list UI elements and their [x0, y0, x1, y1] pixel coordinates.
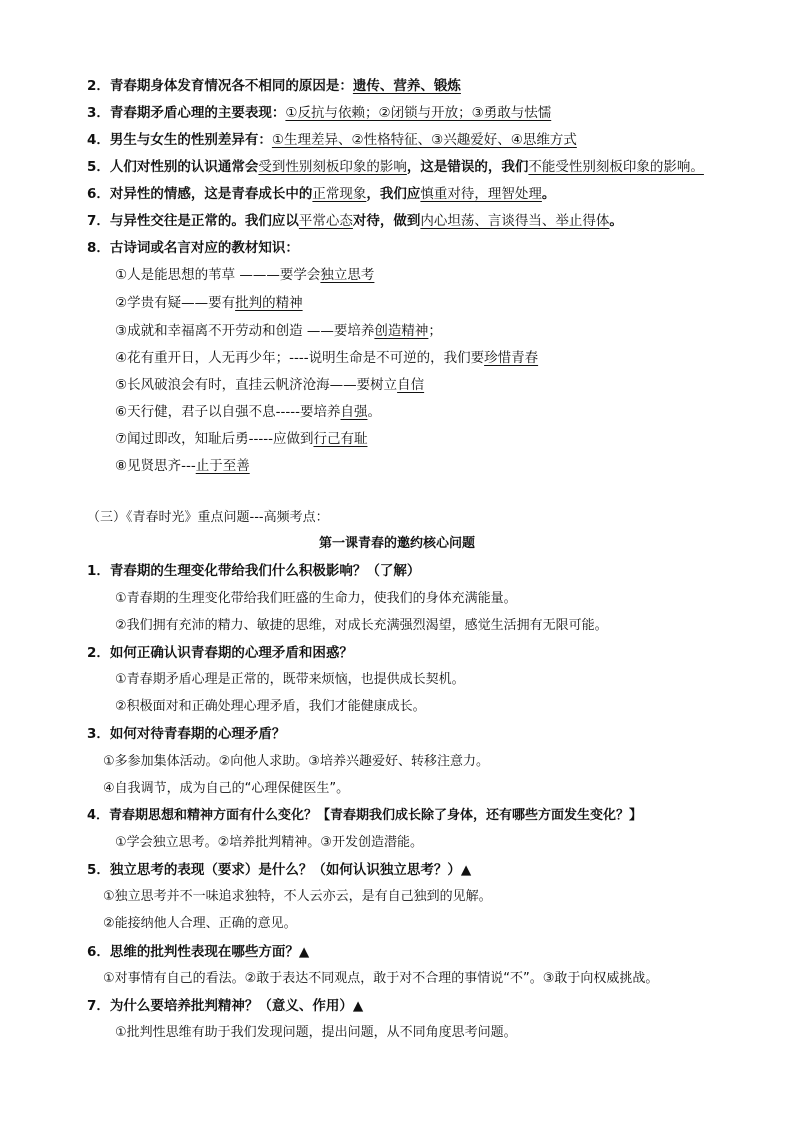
quote-8-text: ⑧见贤思齐---	[115, 458, 196, 474]
quote-8-answer: 止于至善	[195, 458, 250, 474]
question-4: 4．青春期思想和精神方面有什么变化？【青春期我们成长除了身体，还有哪些方面发生变化？】	[87, 808, 643, 823]
quote-6-end: 。	[367, 404, 381, 420]
item-5-answer-a: 受到性别刻板印象的影响	[258, 159, 407, 175]
item-4-text: 4．男生与女生的性别差异有：	[87, 132, 272, 148]
quote-7-text: ⑦闻过即改，知耻后勇-----应做到	[115, 431, 314, 447]
quote-8	[115, 456, 250, 476]
item-7-answer-a: 平常心态	[298, 213, 353, 229]
item-8-text: 8．古诗词或名言对应的教材知识：	[87, 240, 299, 256]
question-5: 5．独立思考的表现（要求）是什么？（如何认识独立思考？）▲	[87, 862, 472, 878]
quote-2	[115, 293, 303, 313]
item-3-text: 3．青春期矛盾心理的主要表现：	[87, 105, 286, 121]
item-8	[87, 238, 299, 258]
item-7-answer-b: 内心坦荡、言谈得当、举止得体	[420, 213, 610, 229]
answer-2-1: ①青春期矛盾心理是正常的，既带来烦恼，也提供成长契机。	[115, 672, 465, 687]
question-6: 6．思维的批判性表现在哪些方面？▲	[87, 944, 310, 960]
quote-3-answer: 创造精神	[374, 323, 429, 339]
answer-6-1: ①对事情有自己的看法。②敢于表达不同观点，敢于对不合理的事情说“不”。③敢于向权威挑战。	[103, 971, 659, 986]
question-3: 3．如何对待青春期的心理矛盾？	[87, 726, 286, 742]
item-5	[87, 157, 704, 177]
item-6-answer-a: 正常现象	[312, 186, 367, 202]
item-6-text-a: 6．对异性的情感，这是青春成长中的	[87, 186, 313, 202]
section3-heading: （三）《青春时光》重点问题---高频考点：	[87, 510, 329, 525]
answer-7-1: ①批判性思维有助于我们发现问题，提出问题，从不同角度思考问题。	[115, 1025, 517, 1040]
quote-1-answer: 独立思考	[320, 267, 375, 283]
item-5-text-a: 5．人们对性别的认识通常会	[87, 159, 259, 175]
answer-2-2: ②积极面对和正确处理心理矛盾，我们才能健康成长。	[115, 699, 426, 714]
item-2-text: 2．青春期身体发育情况各不相同的原因是：	[87, 78, 353, 94]
item-2	[87, 76, 461, 96]
quote-4-text: ④花有重开日，人无再少年；----说明生命是不可逆的，我们要	[115, 350, 485, 366]
quote-1-text: ①人是能思想的苇草 ———要学会	[115, 267, 321, 283]
quote-5	[115, 375, 424, 395]
quote-6	[115, 402, 381, 422]
quote-3-text: ③成就和幸福离不开劳动和创造 ——要培养	[115, 323, 375, 339]
quote-4-answer: 珍惜青春	[484, 350, 539, 366]
quote-7-answer: 行己有耻	[313, 431, 368, 447]
question-2: 2．如何正确认识青春期的心理矛盾和困惑？	[87, 645, 353, 661]
item-6-text-c: 。	[541, 186, 556, 202]
quote-3-end: ；	[428, 323, 442, 339]
quote-2-answer: 批判的精神	[235, 295, 303, 311]
item-4	[87, 130, 577, 150]
item-6-answer-b: 慎重对待，理智处理	[420, 186, 542, 202]
quote-5-text: ⑤长风破浪会有时，直挂云帆济沧海——要树立	[115, 377, 398, 393]
quote-4	[115, 348, 538, 368]
item-7-text-c: 。	[609, 213, 623, 229]
quote-2-text: ②学贵有疑——要有	[115, 295, 236, 311]
item-3	[87, 103, 551, 123]
item-7	[87, 211, 623, 231]
item-4-answer: ①生理差异、②性格特征、③兴趣爱好、④思维方式	[271, 132, 577, 148]
item-6-text-b: ，我们应	[366, 186, 421, 202]
quote-1	[115, 265, 374, 285]
item-6	[87, 184, 555, 204]
item-7-text-b: 对待，做到	[352, 213, 421, 229]
quote-6-text: ⑥天行健，君子以自强不息-----要培养	[115, 404, 341, 420]
quote-5-answer: 自信	[397, 377, 425, 393]
answer-1-2: ②我们拥有充沛的精力、敏捷的思维，对成长充满强烈渴望，感觉生活拥有无限可能。	[115, 618, 608, 633]
quote-6-answer: 自强	[340, 404, 368, 420]
item-5-text-b: ，这是错误的，我们	[406, 159, 529, 175]
answer-3-2: ④自我调节，成为自己的“心理保健医生”。	[103, 781, 350, 796]
item-5-answer-b: 不能受性别刻板印象的影响。	[528, 159, 704, 175]
answer-3-1: ①多参加集体活动。②向他人求助。③培养兴趣爱好、转移注意力。	[103, 754, 489, 769]
item-2-answer: 遗传、营养、锻炼	[352, 78, 461, 94]
quote-3	[115, 321, 442, 341]
answer-5-1: ①独立思考并不一味追求独特，不人云亦云，是有自己独到的见解。	[103, 889, 492, 904]
answer-1-1: ①青春期的生理变化带给我们旺盛的生命力，使我们的身体充满能量。	[115, 591, 517, 606]
lesson-title: 第一课青春的邀约核心问题	[318, 536, 475, 551]
answer-4-1: ①学会独立思考。②培养批判精神。③开发创造潜能。	[115, 835, 423, 850]
question-1: 1．青春期的生理变化带给我们什么积极影响？（了解）	[87, 563, 421, 579]
question-7: 7．为什么要培养批判精神？（意义、作用）▲	[87, 998, 364, 1014]
quote-7	[115, 429, 367, 449]
answer-5-2: ②能接纳他人合理、正确的意见。	[103, 916, 297, 931]
item-7-text-a: 7．与异性交往是正常的。我们应以	[87, 213, 299, 229]
item-3-answer: ①反抗与依赖；②闭锁与开放；③勇敢与怯懦	[285, 105, 552, 121]
